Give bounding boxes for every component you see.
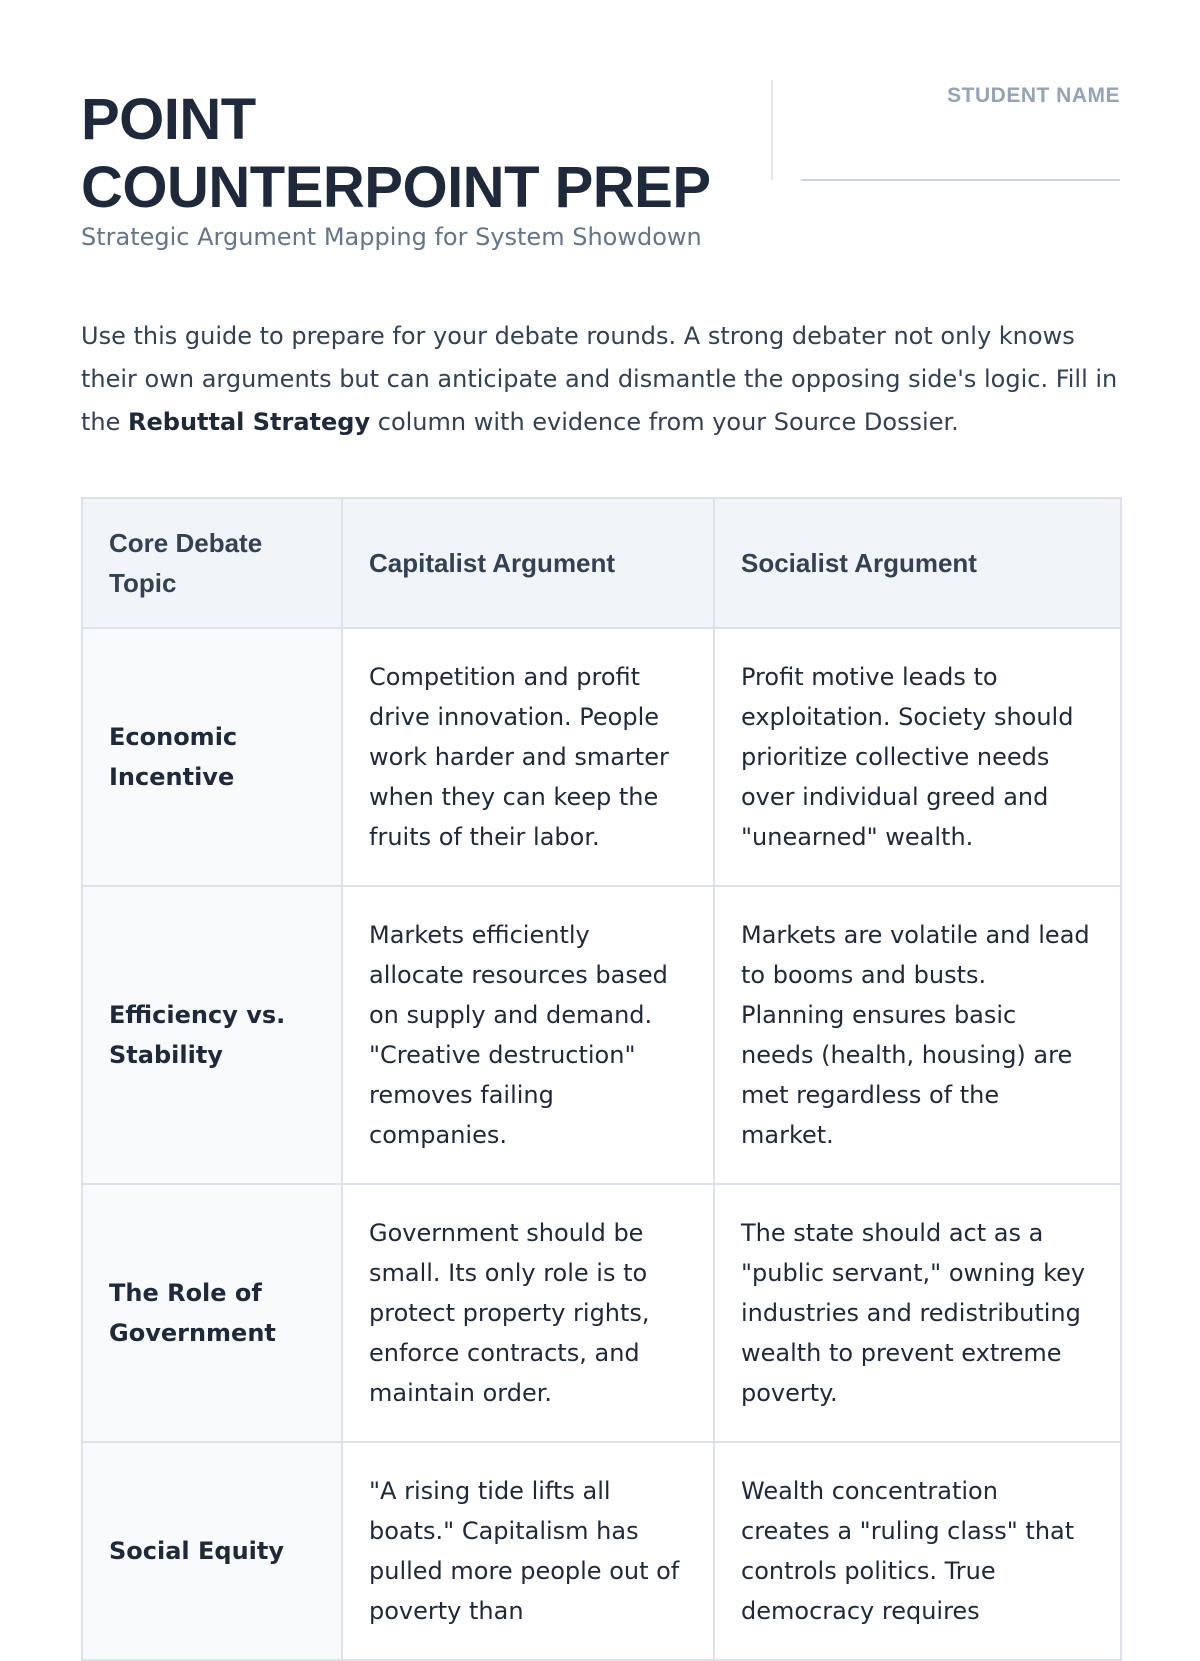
intro-paragraph [81,315,1120,444]
topic-cell: Efficiency vs. Stability [82,886,342,1184]
table-row [82,1184,1121,1442]
page-subtitle: Strategic Argument Mapping for System Showdown [81,223,702,251]
page-title-line-2: COUNTERPOINT PREP [81,155,711,220]
socialist-cell: Markets are volatile and lead to booms and busts. Planning ensures basic needs (health, housing) are met regardless of the market. [714,886,1121,1184]
capitalist-cell: Markets efficiently allocate resources based on supply and demand. "Creative destruction" removes failing companies. [342,886,714,1184]
capitalist-cell: Government should be small. Its only role is to protect property rights, enforce contracts, and maintain order. [342,1184,714,1442]
intro-text-start: Use this guide to prepare for your debate rounds. A strong debater not only knows their own arguments but can anticipate and dismantle the opposing side's logic. Fill in the [81,322,1118,436]
topic-cell: Social Equity [82,1442,342,1660]
table-row [82,886,1121,1184]
debate-table-wrapper [81,497,1120,1661]
debate-table [81,497,1122,1661]
socialist-cell: Wealth concentration creates a "ruling class" that controls politics. True democracy requires [714,1442,1121,1660]
page-title-line-1: POINT [81,87,256,152]
worksheet-page [81,0,1120,1625]
worksheet-header [81,0,1120,270]
header-socialist: Socialist Argument [714,498,1121,628]
header-core-topic: Core Debate Topic [82,498,342,628]
page-title [81,86,781,222]
intro-text-end: column with evidence from your Source Dossier. [370,408,959,436]
table-header-row [82,498,1121,628]
topic-cell: Economic Incentive [82,628,342,886]
capitalist-cell: Competition and profit drive innovation. People work harder and smarter when they can keep the fruits of their labor. [342,628,714,886]
title-divider [771,80,773,180]
student-name-label: STUDENT NAME [947,84,1120,107]
topic-cell: The Role of Government [82,1184,342,1442]
header-capitalist: Capitalist Argument [342,498,714,628]
socialist-cell: The state should act as a "public servant," owning key industries and redistributing wealth to prevent extreme poverty. [714,1184,1121,1442]
intro-bold-term: Rebuttal Strategy [128,408,371,436]
student-name-field[interactable] [801,179,1120,181]
table-row [82,628,1121,886]
table-row [82,1442,1121,1660]
socialist-cell: Profit motive leads to exploitation. Society should prioritize collective needs over individual greed and "unearned" wealth. [714,628,1121,886]
capitalist-cell: "A rising tide lifts all boats." Capitalism has pulled more people out of poverty than [342,1442,714,1660]
